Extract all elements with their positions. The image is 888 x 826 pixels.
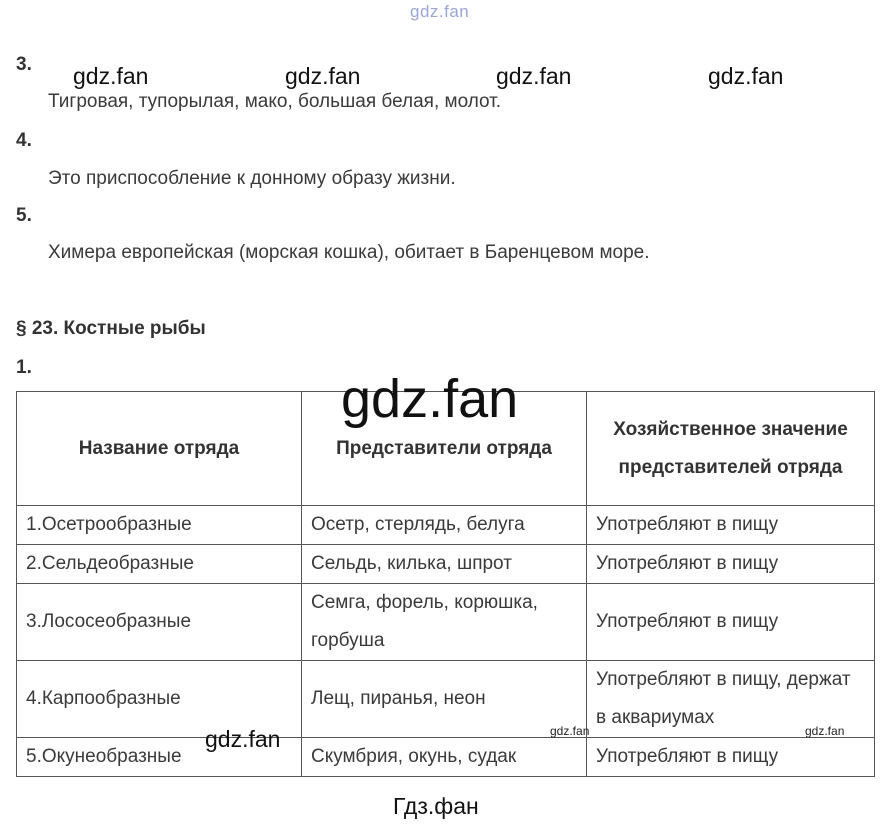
table-cell: Осетр, стерлядь, белуга [302, 506, 587, 545]
table-cell: Употребляют в пищу [587, 545, 875, 584]
table-row [17, 545, 875, 584]
watermark-big: gdz.fan [341, 369, 519, 429]
table-cell: 2.Сельдеобразные [17, 545, 302, 584]
watermark-top: gdz.fan [410, 2, 470, 21]
answer-number-4: 4. [16, 130, 32, 151]
watermark-row-2: gdz.fan [285, 63, 361, 89]
table-cell: 1.Осетрообразные [17, 506, 302, 545]
answer-number-5: 5. [16, 205, 32, 226]
table-cell: Употребляют в пищу [587, 506, 875, 545]
watermark-row-4: gdz.fan [708, 63, 784, 89]
answer-text-5: Химера европейская (морская кошка), обитает в Баренцевом море. [48, 242, 650, 263]
task-number: 1. [16, 357, 32, 378]
table-row [17, 661, 875, 738]
table-cell: Употребляют в пищу [587, 584, 875, 661]
watermark-row-3: gdz.fan [496, 63, 572, 89]
table-row [17, 506, 875, 545]
watermark-small-2: gdz.fan [805, 724, 845, 738]
table-cell: 3.Лососеобразные [17, 584, 302, 661]
footer-watermark: Гдз.фан [393, 793, 479, 819]
table-cell: Употребляют в пищу, держат в аквариумах [587, 661, 875, 738]
watermark-small-1: gdz.fan [550, 724, 590, 738]
table-cell: 5.Окунеобразные [17, 738, 302, 777]
header-economic-value: Хозяйственное значение представителей отряда [587, 392, 875, 506]
answer-number-3: 3. [16, 54, 32, 75]
table-cell: Скумбрия, окунь, судак [302, 738, 587, 777]
table-cell: Сельдь, килька, шпрот [302, 545, 587, 584]
section-title: § 23. Костные рыбы [16, 318, 206, 339]
orders-table [16, 391, 875, 777]
table-cell: Лещ, пиранья, неон [302, 661, 587, 738]
table-cell: Употребляют в пищу [587, 738, 875, 777]
header-order-name: Название отряда [17, 392, 302, 506]
table-row [17, 584, 875, 661]
table-cell: Семга, форель, корюшка, горбуша [302, 584, 587, 661]
header-representatives: Представители отряда [302, 392, 587, 506]
answer-text-3: Тигровая, тупорылая, мако, большая белая, молот. [48, 91, 502, 112]
watermark-row-1: gdz.fan [73, 63, 149, 89]
watermark-bottom-left: gdz.fan [205, 726, 281, 752]
answer-text-4: Это приспособление к донному образу жизни. [48, 168, 456, 189]
table-row [17, 738, 875, 777]
table-cell: 4.Карпообразные [17, 661, 302, 738]
